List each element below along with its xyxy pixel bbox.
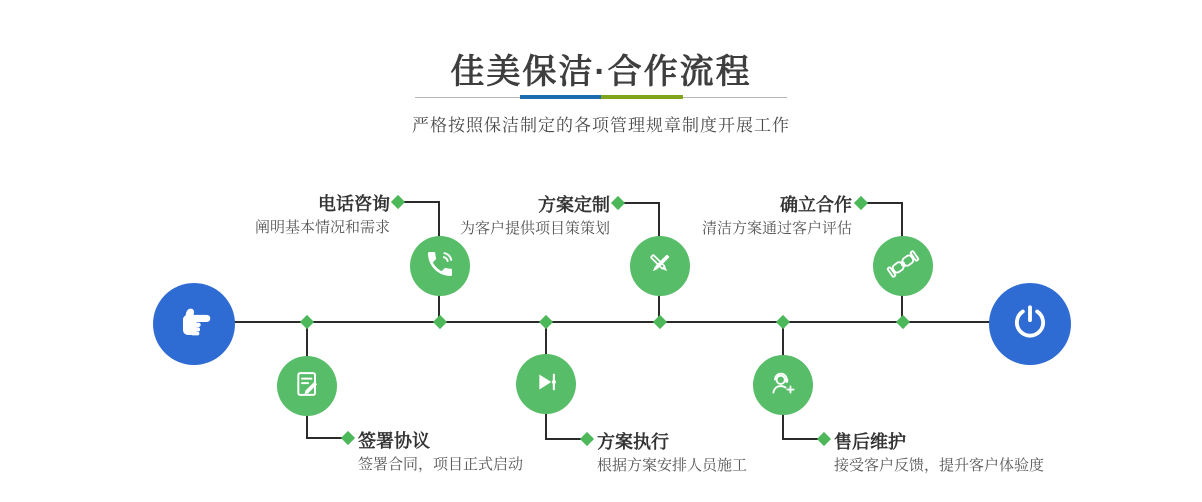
timeline [234, 321, 990, 323]
timeline-node-diamond [300, 315, 314, 329]
label-diamond [854, 196, 868, 210]
step-plan-custom-title: 方案定制 [538, 195, 610, 215]
step-sign-agreement-node [277, 356, 337, 416]
connector-step1-h [400, 201, 440, 203]
hand-point-icon [171, 299, 217, 350]
step-phone-consult-node [410, 236, 470, 296]
step-after-sales-title: 售后维护 [834, 432, 906, 452]
page-title: 佳美保洁·合作流程 [450, 53, 752, 91]
step-sign-agreement-desc: 签署合同，项目正式启动 [358, 456, 524, 473]
step-sign-agreement-title: 签署协议 [358, 431, 430, 451]
divider-accent-blue [520, 95, 601, 99]
step-plan-execute-node [516, 354, 576, 414]
label-diamond [580, 432, 594, 446]
contract-icon [291, 368, 323, 405]
phone-icon [424, 248, 456, 285]
start-node [153, 283, 235, 365]
step-plan-execute-title: 方案执行 [597, 432, 669, 452]
step-phone-consult-desc: 阐明基本情况和需求 [254, 219, 390, 236]
step-after-sales-node [753, 355, 813, 415]
timeline-node-diamond [776, 315, 790, 329]
connector-step5-h [863, 202, 903, 204]
divider-accent-green [601, 95, 683, 99]
step-after-sales-desc: 接受客户反馈，提升客户体验度 [834, 457, 1045, 474]
timeline-node-diamond [896, 315, 910, 329]
connector-step3-h [620, 202, 660, 204]
handshake-icon [886, 247, 920, 286]
step-phone-consult-title: 电话咨询 [318, 194, 390, 214]
timeline-node-diamond [653, 315, 667, 329]
label-diamond [391, 195, 405, 209]
support-icon [767, 367, 799, 404]
step-plan-custom-node [630, 236, 690, 296]
step-plan-custom-desc: 为客户提供项目策策划 [459, 220, 610, 237]
power-icon [1008, 300, 1052, 349]
step-establish-coop-desc: 清洁方案通过客户评估 [701, 220, 852, 237]
step-establish-coop-node [873, 236, 933, 296]
label-diamond [817, 432, 831, 446]
execute-icon [530, 366, 562, 403]
label-diamond [611, 196, 625, 210]
end-node [989, 283, 1071, 365]
label-diamond [341, 431, 355, 445]
timeline-node-diamond [433, 315, 447, 329]
page-subtitle: 严格按照保洁制定的各项管理规章制度开展工作 [412, 116, 790, 135]
timeline-node-diamond [539, 315, 553, 329]
step-plan-execute-desc: 根据方案安排人员施工 [597, 457, 748, 474]
step-establish-coop-title: 确立合作 [780, 195, 852, 215]
design-icon [644, 248, 676, 285]
